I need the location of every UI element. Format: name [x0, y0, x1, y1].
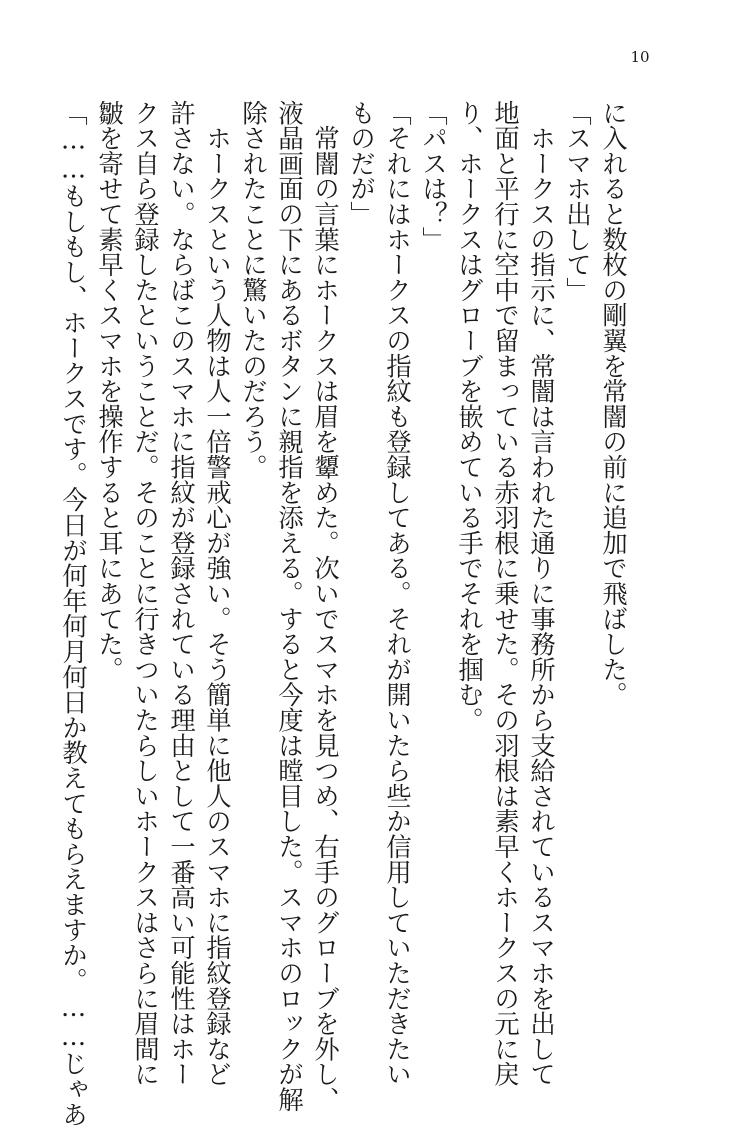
text-line-16: 「……もしもし、ホークスです。今日が何年何月何日か教えてもらえますか。……じゃあ — [59, 100, 88, 1127]
text-line-4: 地面と平行に空中で留まっている赤羽根に乗せた。その羽根は素早くホークスの元に戻 — [491, 100, 520, 1087]
text-line-6: 「パスは？」 — [419, 100, 448, 252]
text-line-15: 皺を寄せて素早くスマホを操作すると耳にあてた。 — [95, 100, 124, 682]
text-line-7: 「それにはホークスの指紋も登録してある。それが開いたら些か信用していただきたい — [383, 100, 412, 1087]
text-line-2: 「スマホ出して」 — [563, 100, 592, 303]
text-line-1: に入れると数枚の剛翼を常闇の前に追加で飛ばした。 — [599, 100, 628, 708]
text-line-5: り、ホークスはグローブを嵌めている手でそれを掴む。 — [455, 100, 484, 733]
page-number: 10 — [630, 48, 650, 66]
text-line-8: ものだが」 — [347, 100, 376, 227]
text-line-14: クス自ら登録したということだ。そのことに行きついたらしいホークスはさらに眉間に — [131, 100, 160, 1087]
text-line-3: ホークスの指示に、常闇は言われた通りに事務所から支給されているスマホを出して — [527, 100, 556, 1087]
text-line-13: 許さない。ならばこのスマホに指紋が登録されている理由として一番高い可能性はホー — [167, 100, 196, 1087]
text-line-10: 液晶画面の下にあるボタンに親指を添える。すると今度は瞠目した。スマホのロックが解 — [275, 100, 304, 1112]
text-line-12: ホークスという人物は人一倍警戒心が強い。そう簡単に他人のスマホに指紋登録など — [203, 100, 232, 1087]
text-line-9: 常闇の言葉にホークスは眉を顰めた。次いでスマホを見つめ、右手のグローブを外し、 — [311, 100, 340, 1112]
text-line-11: 除されたことに驚いたのだろう。 — [239, 100, 268, 480]
